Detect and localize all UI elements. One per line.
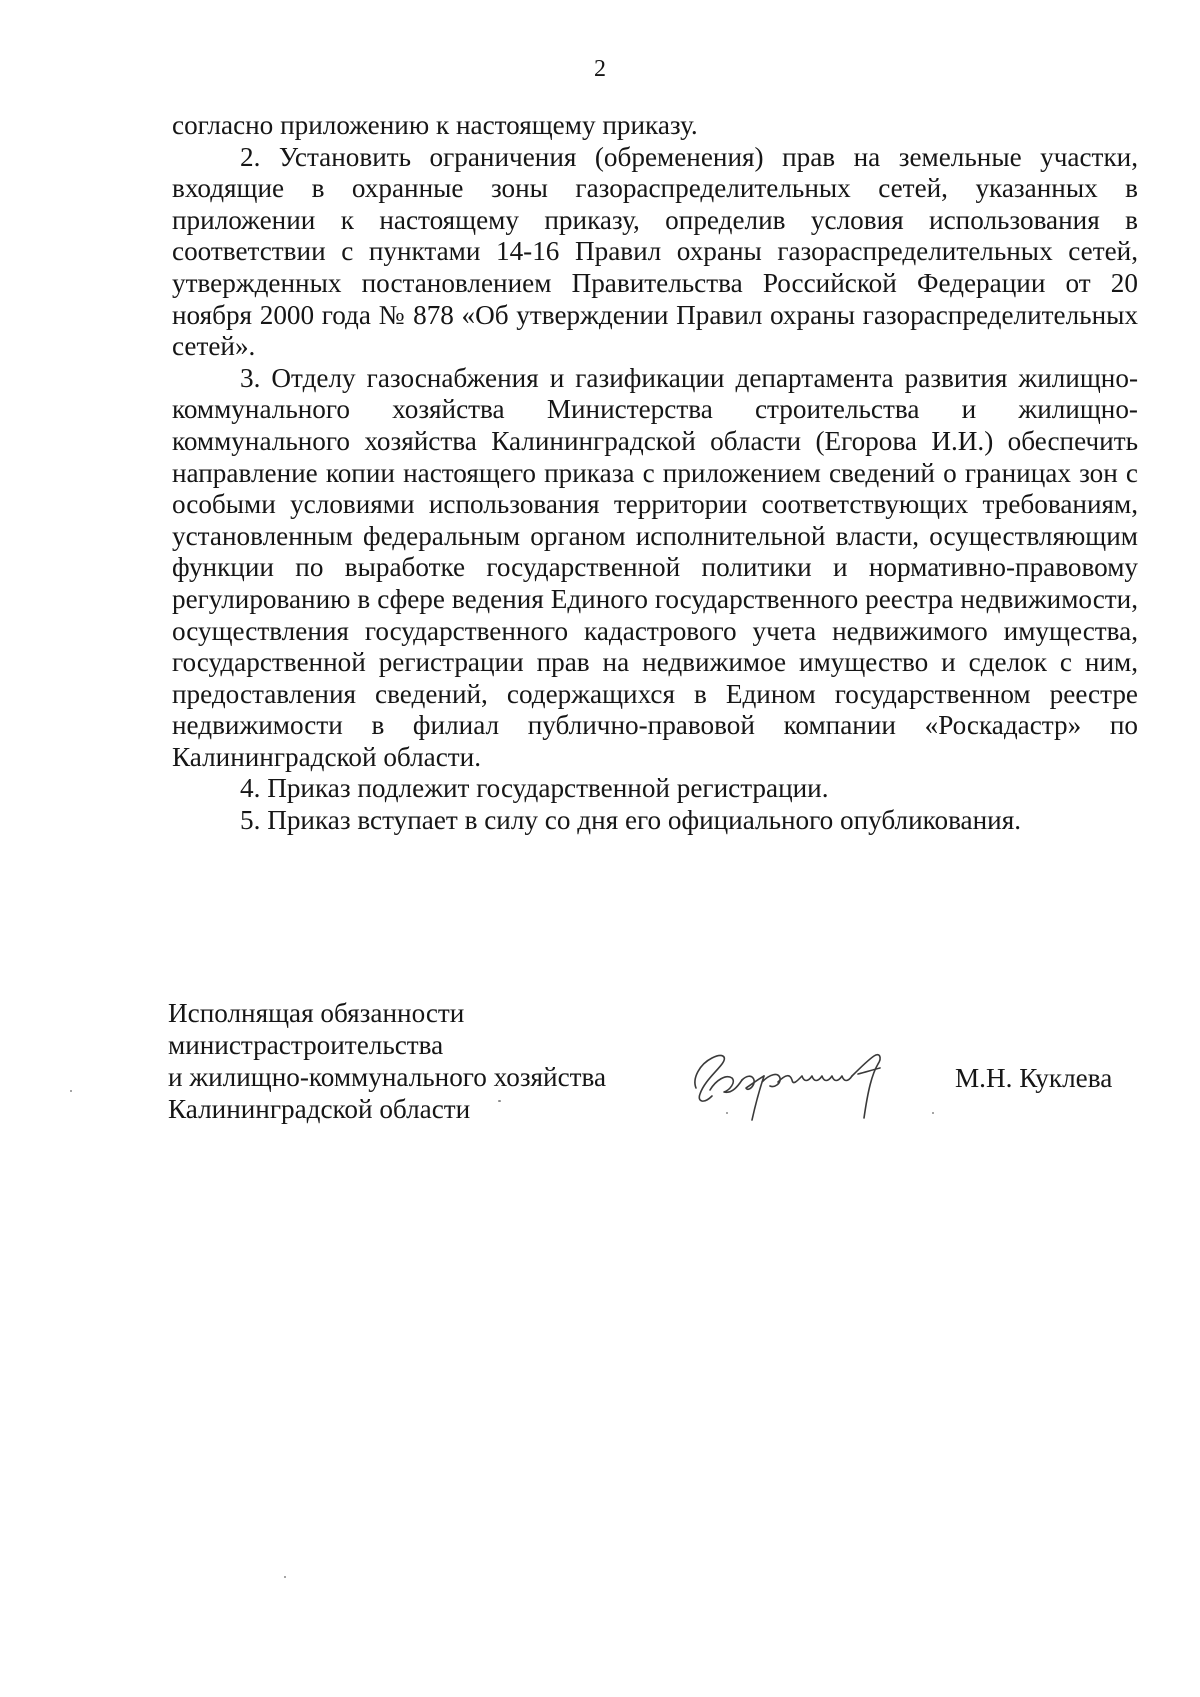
scan-speck <box>932 1112 934 1114</box>
paragraph-continuation: согласно приложению к настоящему приказу. <box>172 110 698 140</box>
position-line: и жилищно-коммунального хозяйства <box>168 1062 607 1092</box>
signatory-position <box>168 997 606 1125</box>
scan-speck <box>70 1090 72 1092</box>
position-line: Исполнящая обязанности <box>168 998 465 1028</box>
position-line: министрастроительства <box>168 1030 444 1060</box>
page-number: 2 <box>594 56 606 82</box>
scan-speck <box>498 1100 501 1102</box>
position-line: Калининградской области <box>168 1094 471 1124</box>
scan-speck <box>284 1576 286 1578</box>
paragraph-item-2: 2. Установить ограничения (обременения) прав на земельные участки, входящие в охранные зоны газораспределительных сетей, указанных в приложении к настоящему приказу, определив условия использования в соответствии с пунктами 14-16 Правил охраны газораспределительных сетей, утвержденных постановлением Правительства Российской Федерации от 20 ноября 2000 года № 878 «Об утверждении Правил охраны газораспределительных сетей». <box>172 141 1138 362</box>
paragraph-item-4: 4. Приказ подлежит государственной регистрации. <box>240 773 829 804</box>
handwritten-signature-icon <box>682 1030 912 1130</box>
scan-speck <box>726 1112 728 1114</box>
paragraph-item-3: 3. Отделу газоснабжения и газификации департамента развития жилищно-коммунального хозяйства Министерства строительства и жилищно-коммунального хозяйства Калининградской области (Егорова И.И.) обеспечить направление копии настоящего приказа с приложением сведений о границах зон с особыми условиями использования территории соответствующих требованиям, установленным федеральным органом исполнительной власти, осуществляющим функции по выработке государственной политики и нормативно-правовому регулированию в сфере ведения Единого государственного реестра недвижимости, осуществления государственного кадастрового учета недвижимого имущества, государственной регистрации прав на недвижимое имущество и сделок с ним, предоставления сведений, содержащихся в Едином государственном реестре недвижимости в филиал публично-правовой компании «Роскадастр» по Калининградской области. <box>172 362 1138 772</box>
document-body <box>172 110 1138 837</box>
signer-name: М.Н. Куклева <box>955 1063 1113 1093</box>
paragraph-item-5: 5. Приказ вступает в силу со дня его официального опубликования. <box>240 805 1022 836</box>
